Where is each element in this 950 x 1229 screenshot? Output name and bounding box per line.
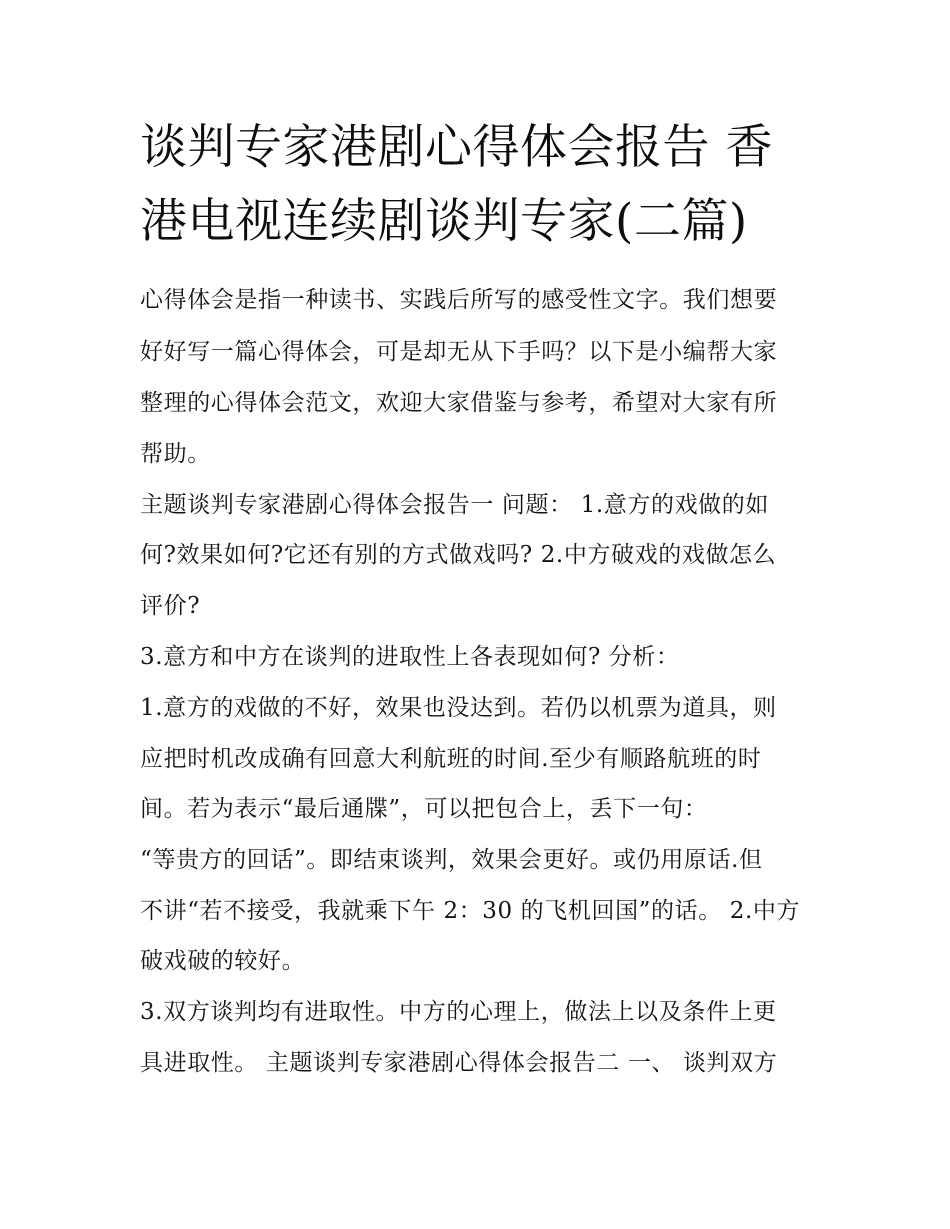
document-title-line-1: 谈判专家港剧心得体会报告 香 bbox=[140, 120, 773, 175]
body-text-line: 1.意方的戏做的不好，效果也没达到。若仍以机票为道具，则 bbox=[140, 695, 777, 721]
body-text-line: 应把时机改成确有回意大利航班的时间.至少有顺路航班的时 bbox=[140, 746, 762, 772]
body-text-line: 间。若为表示“最后通牒”，可以把包合上，丢下一句： bbox=[140, 796, 708, 822]
body-text-line: 好好写一篇心得体会，可是却无从下手吗？以下是小编帮大家 bbox=[140, 339, 778, 365]
body-text-line: 不讲“若不接受，我就乘下午 2：30 的飞机回国”的话。 2.中方 bbox=[140, 898, 801, 924]
body-text-line: 主题谈判专家港剧心得体会报告一 问题： 1.意方的戏做的如 bbox=[140, 492, 769, 518]
body-text-line: 具进取性。 主题谈判专家港剧心得体会报告二 一、 谈判双方 bbox=[140, 1050, 778, 1076]
body-text-line: 3.意方和中方在谈判的进取性上各表现如何? 分析： bbox=[140, 644, 680, 670]
body-text-line: 何?效果如何?它还有别的方式做戏吗? 2.中方破戏的戏做怎么 bbox=[140, 542, 777, 568]
body-text-line: 3.双方谈判均有进取性。中方的心理上，做法上以及条件上更 bbox=[140, 999, 777, 1025]
body-text-line: 帮助。 bbox=[140, 441, 211, 467]
body-text-line: 评价? bbox=[140, 593, 201, 619]
body-text-line: 整理的心得体会范文，欢迎大家借鉴与参考，希望对大家有所 bbox=[140, 390, 778, 416]
body-text-line: “等贵方的回话”。即结束谈判，效果会更好。或仍用原话.但 bbox=[140, 847, 763, 873]
body-text-line: 心得体会是指一种读书、实践后所写的感受性文字。我们想要 bbox=[140, 287, 778, 313]
document-title-line-2: 港电视连续剧谈判专家(二篇) bbox=[140, 194, 748, 249]
body-text-line: 破戏破的较好。 bbox=[140, 948, 306, 974]
